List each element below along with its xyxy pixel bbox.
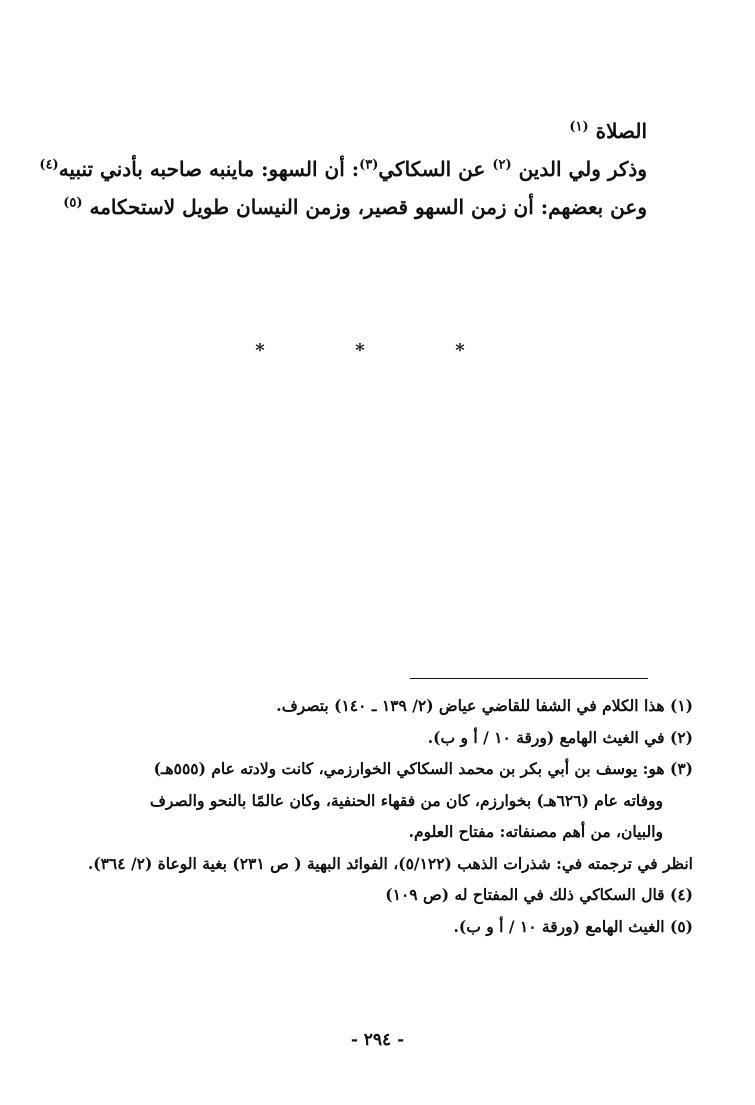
footnote-4: (٤) قال السكاكي ذلك في المفتاح له (ص ١٠٩)	[385, 885, 693, 904]
footnote-2: (٢) في الغيث الهامع (ورقة ١٠ / أ و ب).	[427, 727, 693, 747]
main-line-2-part-1: وذكر ولي الدين	[518, 157, 647, 181]
section-break	[240, 340, 480, 361]
footnote-1: (١) هذا الكلام في الشفا للقاضي عياض (٢/ ١٣٩ ـ ١٤٠) بتصرف.	[276, 696, 693, 715]
footnote-3-line-3: والبيان، من أهم مصنفاته: مفتاح العلوم.	[408, 822, 663, 841]
footnote-ref-4: (٤)	[39, 157, 59, 173]
footnote-3-line-4: انظر في ترجمته في: شذرات الذهب (٥/١٢٢)، الفوائد البهية ( ص ٢٣١) بغية الوعاة (٢/ ٣٦٤).	[87, 853, 693, 873]
main-text	[39, 112, 647, 226]
star-1: *	[255, 340, 265, 361]
star-3: *	[455, 340, 465, 361]
footnotes	[63, 690, 693, 942]
heading: الصلاة	[595, 119, 647, 143]
main-line-2-part-3: : أن السهو: ماينبه صاحبه بأدني تنبيه	[58, 157, 360, 181]
heading-line	[87, 112, 647, 150]
main-line-3	[63, 188, 647, 226]
page-number: - ٢٩٤ -	[350, 1030, 405, 1050]
footnote-5: (٥) الغيث الهامع (ورقة ١٠ / أ و ب).	[453, 916, 693, 936]
footnote-ref-3: (٣)	[359, 157, 379, 173]
footnote-3-line-1: (٣) هو: يوسف بن أبي بكر بن محمد السكاكي الخوارزمي، كانت ولادته عام (٥٥٥هـ)	[153, 759, 693, 778]
main-line-2-part-2: عن السكاكي	[378, 157, 486, 181]
footnote-ref-5: (٥)	[63, 195, 83, 211]
star-2: *	[355, 340, 365, 361]
footnote-separator	[410, 678, 648, 679]
main-line-3-text: وعن بعضهم: أن زمن السهو قصير، وزمن النيسان طويل لاستحكامه	[89, 195, 647, 219]
footnote-ref-2: (٢)	[492, 157, 512, 173]
footnote-ref-1: (١)	[569, 119, 589, 135]
main-line-2	[39, 150, 647, 188]
footnote-3-line-2: ووفاته عام (٦٢٦هـ) بخوارزم، كان من فقهاء الحنفية، وكان عالمًا بالنحو والصرف	[149, 790, 663, 810]
